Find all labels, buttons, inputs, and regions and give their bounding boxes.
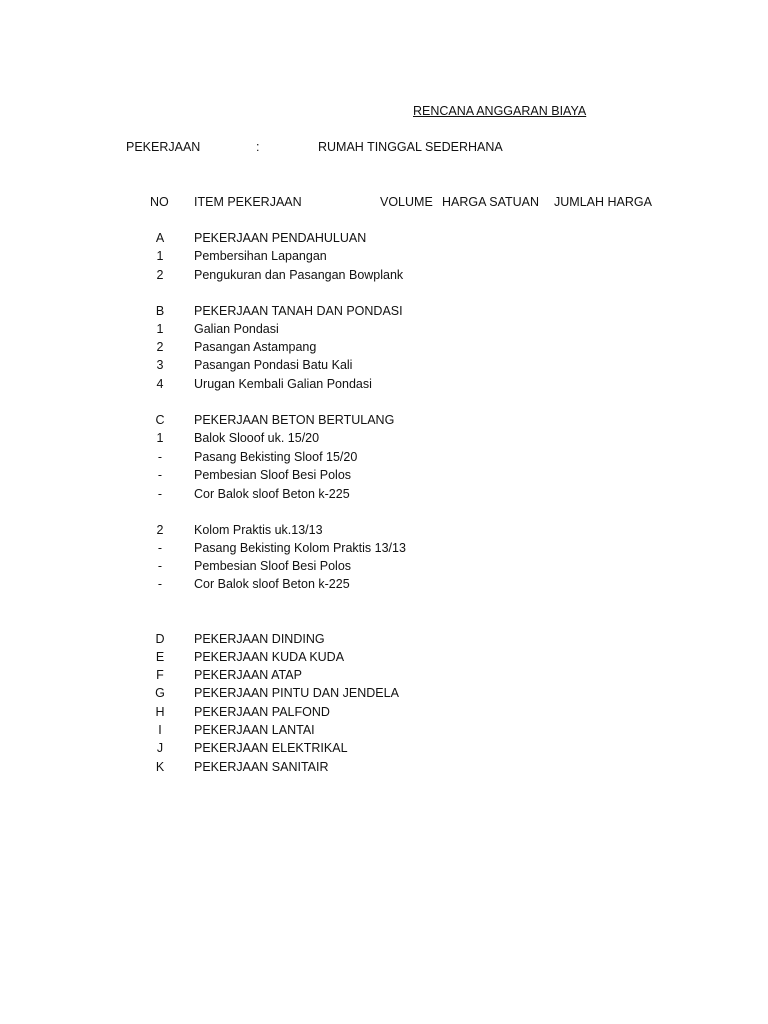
table-row (0, 412, 768, 430)
row-item: PEKERJAAN TANAH DAN PONDASI (194, 304, 403, 318)
row-item: Balok Slooof uk. 15/20 (194, 431, 320, 445)
table-row (0, 430, 768, 448)
row-item: Galian Pondasi (194, 322, 279, 336)
row-no: 1 (156, 431, 164, 445)
header-unit-price: HARGA SATUAN (442, 195, 540, 209)
table-row (0, 486, 768, 504)
row-item: Pasang Bekisting Kolom Praktis 13/13 (194, 541, 406, 555)
row-item: Pasang Bekisting Sloof 15/20 (194, 450, 358, 464)
table-row (0, 704, 768, 722)
table-row (0, 230, 768, 248)
row-item: PEKERJAAN PENDAHULUAN (194, 231, 367, 245)
table-row (0, 522, 768, 540)
row-no: K (155, 760, 165, 774)
row-item: Pengukuran dan Pasangan Bowplank (194, 268, 404, 282)
table-row (0, 631, 768, 649)
row-no: 2 (156, 268, 164, 282)
row-no: C (155, 413, 165, 427)
row-no: - (157, 450, 163, 464)
row-item: Pembersihan Lapangan (194, 249, 327, 263)
table-row (0, 357, 768, 375)
row-no: E (155, 650, 165, 664)
row-no: - (157, 577, 163, 591)
row-no: I (158, 723, 162, 737)
table-row (0, 667, 768, 685)
table-row (0, 649, 768, 667)
row-no: J (156, 741, 164, 755)
job-value: RUMAH TINGGAL SEDERHANA (318, 140, 503, 154)
table-row (0, 685, 768, 703)
row-item: Pembesian Sloof Besi Polos (194, 468, 352, 482)
table-row (0, 740, 768, 758)
row-item: Cor Balok sloof Beton k-225 (194, 487, 350, 501)
row-no: B (155, 304, 165, 318)
job-colon: : (256, 140, 260, 154)
table-row (0, 321, 768, 339)
row-item: PEKERJAAN PINTU DAN JENDELA (194, 686, 399, 700)
row-item: Pembesian Sloof Besi Polos (194, 559, 352, 573)
row-item: Cor Balok sloof Beton k-225 (194, 577, 350, 591)
row-no: H (155, 705, 165, 719)
row-item: PEKERJAAN LANTAI (194, 723, 315, 737)
header-no: NO (150, 195, 169, 209)
row-no: 4 (156, 377, 164, 391)
row-item: PEKERJAAN ATAP (194, 668, 302, 682)
row-no: A (155, 231, 165, 245)
row-no: G (155, 686, 165, 700)
row-no: 1 (156, 322, 164, 336)
table-row (0, 339, 768, 357)
document-title: RENCANA ANGGARAN BIAYA (413, 104, 587, 118)
header-volume: VOLUME (380, 195, 433, 209)
table-row (0, 722, 768, 740)
row-no: - (157, 541, 163, 555)
table-row (0, 267, 768, 285)
row-item: Pasangan Pondasi Batu Kali (194, 358, 353, 372)
row-item: PEKERJAAN BETON BERTULANG (194, 413, 395, 427)
table-row (0, 376, 768, 394)
row-item: Kolom Praktis uk.13/13 (194, 523, 323, 537)
row-no: - (157, 487, 163, 501)
row-no: - (157, 559, 163, 573)
table-row (0, 449, 768, 467)
row-item: PEKERJAAN SANITAIR (194, 760, 329, 774)
table-row (0, 558, 768, 576)
row-no: F (156, 668, 164, 682)
table-row (0, 540, 768, 558)
row-item: Urugan Kembali Galian Pondasi (194, 377, 372, 391)
table-row (0, 576, 768, 594)
table-row (0, 759, 768, 777)
row-no: D (155, 632, 165, 646)
row-no: 3 (156, 358, 164, 372)
table-row (0, 248, 768, 266)
row-item: Pasangan Astampang (194, 340, 317, 354)
row-item: PEKERJAAN ELEKTRIKAL (194, 741, 348, 755)
job-label: PEKERJAAN (126, 140, 201, 154)
row-item: PEKERJAAN PALFOND (194, 705, 330, 719)
row-item: PEKERJAAN KUDA KUDA (194, 650, 345, 664)
row-item: PEKERJAAN DINDING (194, 632, 325, 646)
table-row (0, 467, 768, 485)
row-no: 1 (156, 249, 164, 263)
table-row (0, 303, 768, 321)
header-item: ITEM PEKERJAAN (194, 195, 302, 209)
row-no: 2 (156, 340, 164, 354)
row-no: 2 (156, 523, 164, 537)
row-no: - (157, 468, 163, 482)
header-total: JUMLAH HARGA (554, 195, 652, 209)
